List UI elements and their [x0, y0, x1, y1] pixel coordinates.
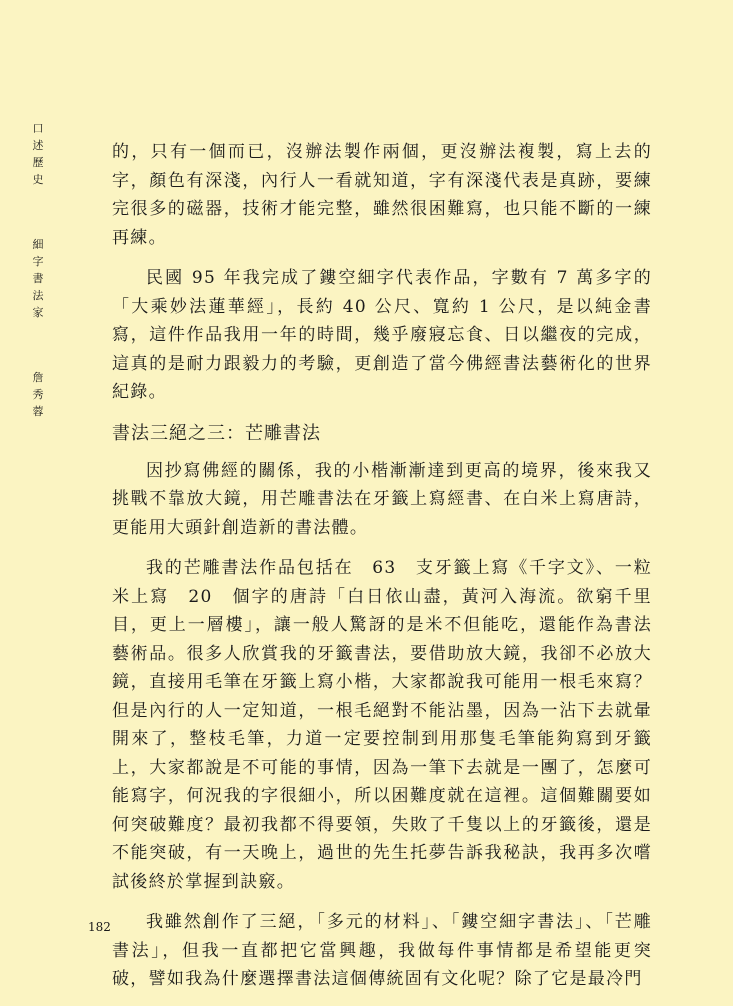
- author-name: 詹秀蓉: [32, 371, 44, 418]
- paragraph-2: 民國 95 年我完成了鏤空細字代表作品，字數有 7 萬多字的「大乘妙法蓮華經」，長約 40 公尺、寬約 1 公尺，是以純金書寫，這件作品我用一年的時間，幾乎廢寢忘食、日以繼夜的完成，這真的是耐力跟毅力的考驗，更創造了當今佛經書法藝術化的世界紀錄。: [112, 268, 652, 402]
- paragraph-4: 我的芒雕書法作品包括在 63 支牙籤上寫《千字文》、一粒米上寫 20 個字的唐詩「白日依山盡，黃河入海流。欲窮千里目，更上一層樓」，讓一般人驚訝的是米不但能吃，還能作為書法藝術品。很多人欣賞我的牙籤書法，要借助放大鏡，我卻不必放大鏡，直接用毛筆在牙籤上寫小楷，大家都說我可能用一根毛來寫？但是內行的人一定知道，一根毛絕對不能沾墨，因為一沾下去就暈開來了，整枝毛筆，力道一定要控制到用那隻毛筆能夠寫到牙籤上，大家都說是不可能的事情，因為一筆下去就是一團了，怎麼可能寫字，何況我的字很細小，所以困難度就在這裡。這個難關要如何突破難度？最初我都不得要領，失敗了千隻以上的牙籤後，還是不能突破，有一天晚上，過世的先生托夢告訴我秘訣，我再多次嚐試後終於掌握到訣竅。: [112, 558, 652, 892]
- running-header: [30, 120, 46, 420]
- paragraph-5: 我雖然創作了三絕，「多元的材料」、「鏤空細字書法」、「芒雕書法」，但我一直都把它當興趣，我做每件事情都是希望能更突破，譬如我為什麼選擇書法這個傳統固有文化呢？除了它是最冷門: [112, 912, 652, 989]
- paragraph-3: 因抄寫佛經的關係，我的小楷漸漸達到更高的境界，後來我又挑戰不靠放大鏡，用芒雕書法在牙籤上寫經書、在白米上寫唐詩，更能用大頭針創造新的書法體。: [112, 460, 652, 538]
- series-title: 口述歷史: [32, 122, 44, 186]
- page-number: 182: [88, 920, 111, 934]
- page-body: [112, 138, 652, 1006]
- paragraph-1: 的，只有一個而已，沒辦法製作兩個，更沒辦法複製，寫上去的字，顏色有深淺，內行人一看就知道，字有深淺代表是真跡，要練完很多的磁器，技術才能完整，雖然很困難寫，也只能不斷的一練再練。: [112, 142, 652, 248]
- book-title: 細字書法家: [32, 238, 44, 319]
- section-heading: 書法三絕之三：芒雕書法: [112, 422, 321, 444]
